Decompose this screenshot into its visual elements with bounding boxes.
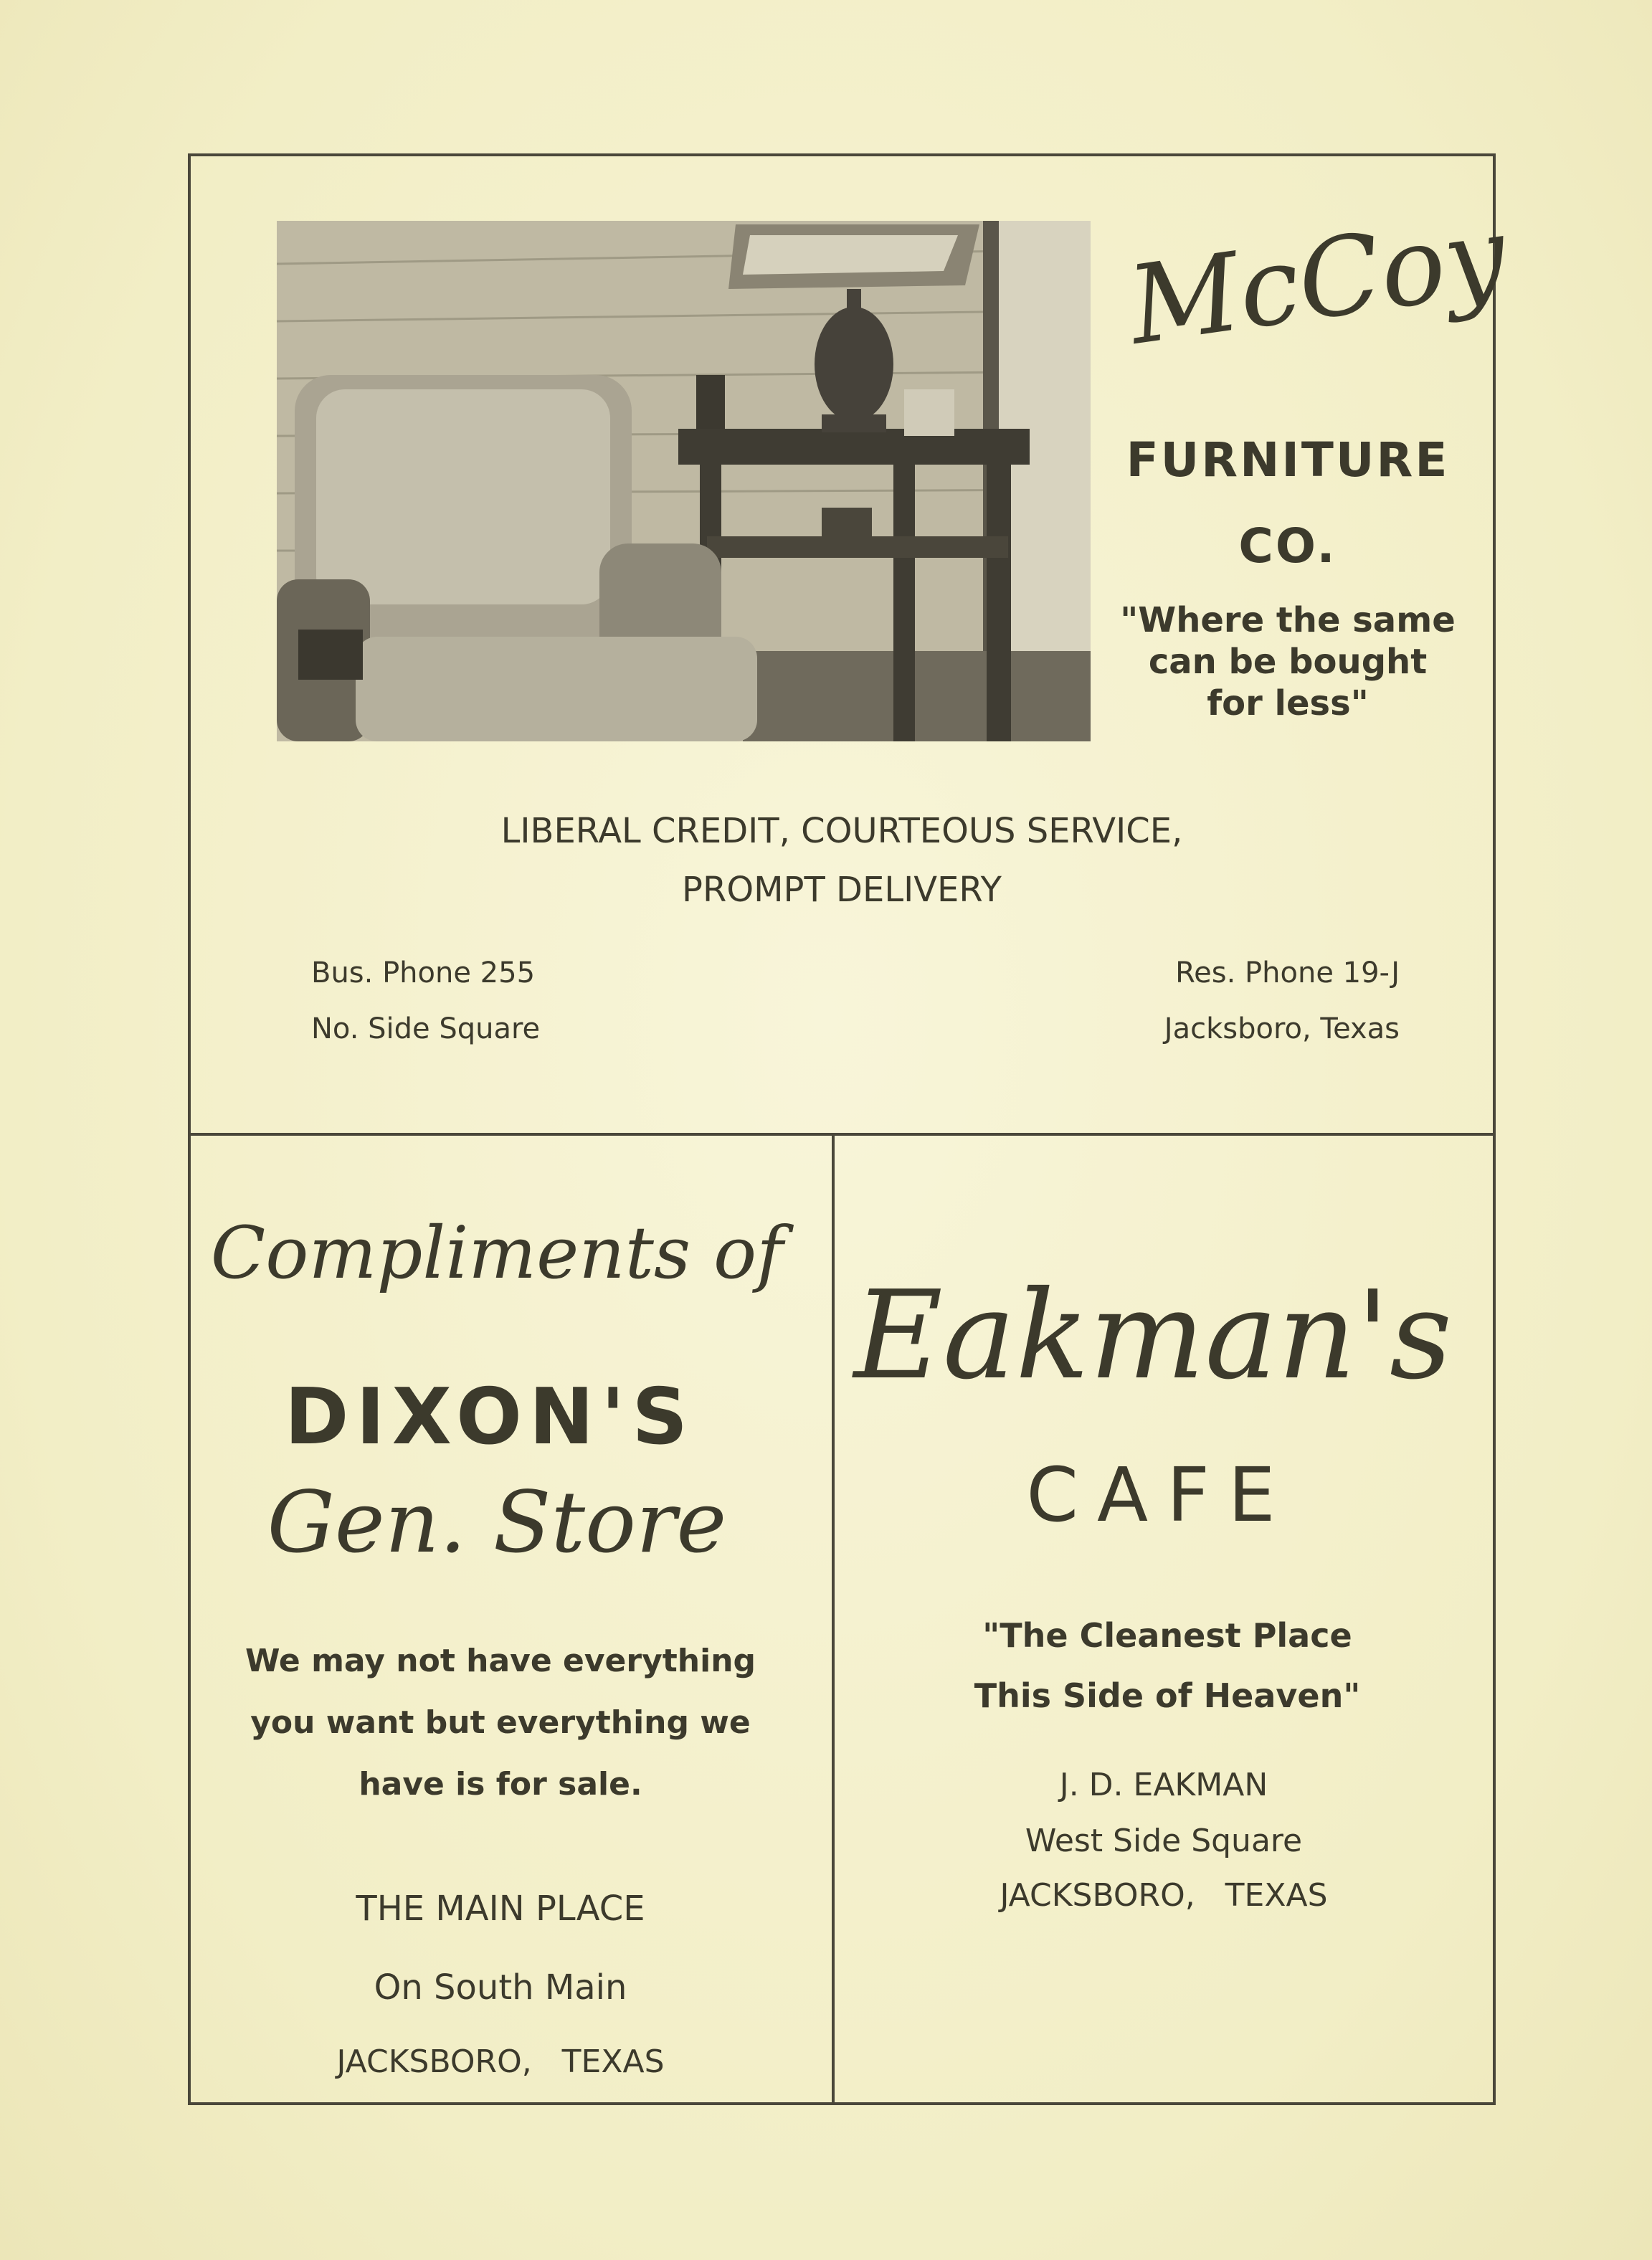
- mccoy-slogan: "Where the same can be bought for less": [1120, 600, 1456, 723]
- dixons-ad: [191, 1136, 832, 2105]
- cafe-heading: CAFE: [1026, 1451, 1294, 1539]
- dixons-name: DIXON'S: [284, 1372, 696, 1462]
- eakmans-city: JACKSBORO, TEXAS: [1000, 1877, 1328, 1914]
- mccoy-contact-left: Bus. Phone 255 No. Side Square: [311, 956, 541, 1045]
- compliments-heading: Compliments of: [210, 1211, 784, 1295]
- ad-page-frame: [188, 153, 1514, 2105]
- eakmans-quote: "The Cleanest Place This Side of Heaven": [974, 1616, 1361, 1715]
- svg-text:McCoy: McCoy: [1121, 192, 1514, 369]
- eakmans-address: West Side Square: [1025, 1823, 1303, 1859]
- mccoy-services: LIBERAL CREDIT, COURTEOUS SERVICE, PROMPT DELIVERY: [500, 811, 1183, 910]
- dixons-street: On South Main: [374, 1967, 627, 2008]
- mccoy-contact-right: Res. Phone 19-J Jacksboro, Texas: [1164, 956, 1400, 1045]
- dixons-text: We may not have everything you want but everything we have is for sale.: [245, 1643, 756, 1803]
- furniture-heading: FURNITURE: [1126, 432, 1450, 488]
- furniture-photo: [277, 221, 1091, 741]
- eakmans-owner: J. D. EAKMAN: [1059, 1767, 1268, 1803]
- co-heading: CO.: [1238, 518, 1337, 574]
- eakmans-name: Eakman's: [853, 1265, 1453, 1407]
- mccoy-script-logo: [1121, 192, 1514, 369]
- eakmans-ad: [835, 1136, 1493, 2105]
- gen-store-heading: Gen. Store: [267, 1473, 727, 1572]
- dixons-place: THE MAIN PLACE: [356, 1889, 645, 1929]
- dixons-city: JACKSBORO, TEXAS: [336, 2043, 665, 2080]
